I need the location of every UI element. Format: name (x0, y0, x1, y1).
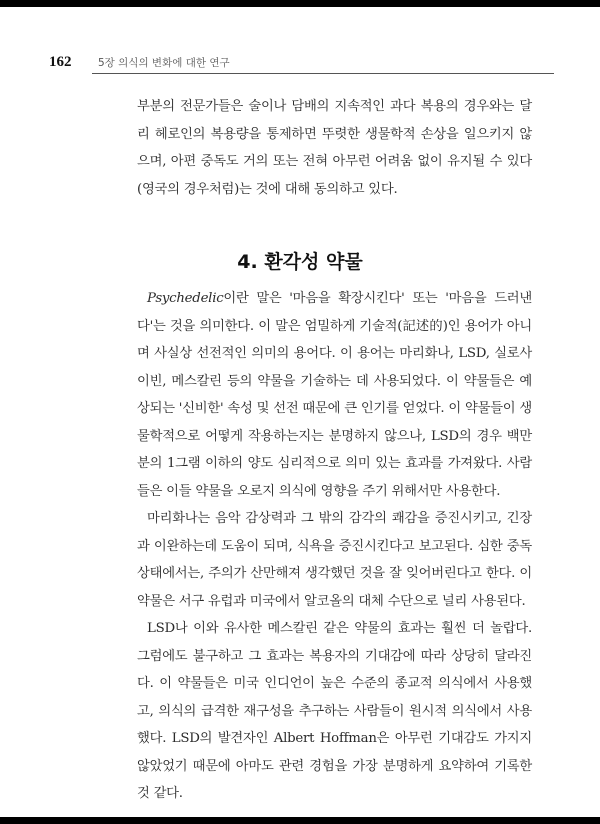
paragraph-3: LSD나 이와 유사한 메스칼린 같은 약물의 효과는 훨씬 더 놀랍다. 그럼에도 불구하고 그 효과는 복용자의 기대감에 따라 상당히 달라진다. 이 약물들은 미국 인디언이 높은 수준의 종교적 의식에서 사용했고, 의식의 급격한 재구성을 추구하는 사람들이 원시적 의식에서 사용했다. LSD의 발견자인 Albert Hoffman은 아무런 기대감도 가지지 않았었기 때문에 아마도 관련 경험을 가장 분명하게 요약하여 기록한 것 같다. (137, 621, 532, 801)
bottom-border (0, 817, 600, 824)
section-body (137, 285, 532, 808)
paragraph-1 (137, 285, 532, 505)
intro-paragraph: 부분의 전문가들은 술이나 담배의 지속적인 과다 복용의 경우와는 달리 헤로인의 복용량을 통제하면 뚜렷한 생물학적 손상을 일으키지 않으며, 아편 중독도 거의 또는 전혀 아무런 어려움 없이 유지될 수 있다(영국의 경우처럼)는 것에 대해 동의하고 있다. (137, 99, 532, 197)
header-divider (92, 73, 554, 74)
page-header (0, 46, 600, 76)
intro-text-block (137, 93, 532, 203)
paragraph-2: 마리화나는 음악 감상력과 그 밖의 감각의 쾌감을 증진시키고, 긴장과 이완하는데 도움이 되며, 식욕을 증진시킨다고 보고된다. 심한 중독 상태에서는, 주의가 산만해져 생각했던 것을 잘 잊어버린다고 한다. 이 약물은 서구 유럽과 미국에서 알코올의 대체 수단으로 널리 사용된다. (137, 511, 532, 609)
page-number: 162 (49, 54, 72, 70)
paragraph-1-term: Psychedelic (147, 291, 224, 306)
top-border (0, 0, 600, 7)
running-chapter-title: 5장 의식의 변화에 대한 연구 (98, 57, 230, 69)
section-heading: 4. 환각성 약물 (237, 250, 363, 273)
paragraph-1-text: 이란 말은 '마음을 확장시킨다' 또는 '마음을 드러낸다'는 것을 의미한다. 이 말은 엄밀하게 기술적(記述的)인 용어가 아니며 사실상 선전적인 의미의 용어다. 이 용어는 마리화나, LSD, 실로사이빈, 메스칼린 등의 약물을 기술하는 데 사용되었다. 이 약물들은 예상되는 '신비한' 속성 및 선전 때문에 큰 인기를 얻었다. 이 약물들이 생물학적으로 어떻게 작용하는지는 분명하지 않으나, LSD의 경우 백만분의 1그램 이하의 양도 심리적으로 의미 있는 효과를 가져왔다. 사람들은 이들 약물을 오로지 의식에 영향을 주기 위해서만 사용한다. (137, 291, 532, 499)
